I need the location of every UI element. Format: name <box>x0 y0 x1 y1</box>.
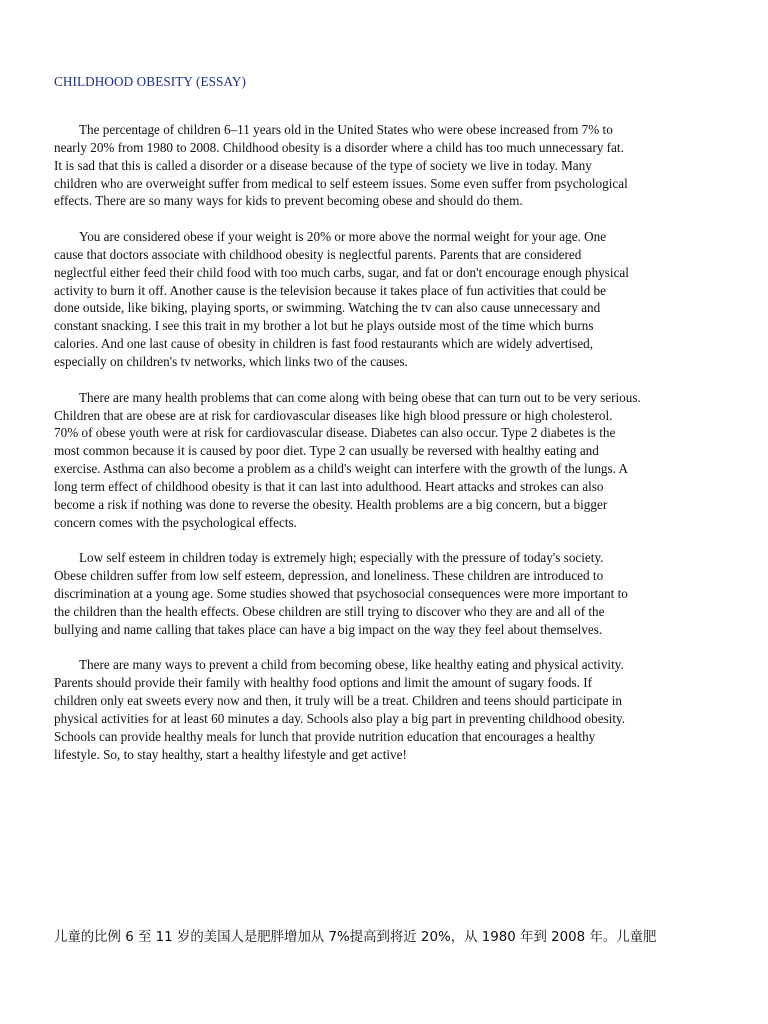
paragraph-3: There are many health problems that can come along with being obese that can turn out to be very serious. Children that are obese are at risk for cardiovascular diseases like high blood pressure or high cholesterol. 70% of obese youth were at risk for cardiovascular disease. Diabetes can also occur. Type 2 diabetes is the most common because it is caused by poor diet. Type 2 can usually be reversed with healthy eating and exercise. Asthma can also become a problem as a child's weight can interfere with the growth of the lungs. A long term effect of childhood obesity is that it can last into adulthood. Heart attacks and strokes can also become a risk if nothing was done to reverse the obesity. Health problems are a big concern, but a bigger concern comes with the psychological effects. <box>54 389 641 530</box>
chinese-translation-line: 儿童的比例 6 至 11 岁的美国人是肥胖增加从 7%提高到将近 20%，从 1980 年到 2008 年。儿童肥 <box>54 930 657 945</box>
paragraph-4: Low self esteem in children today is extremely high; especially with the pressure of today's society. Obese children suffer from low self esteem, depression, and loneliness. These children are introduced to discrimination at a young age. Some studies showed that psychosocial consequences were more important to the children than the health effects. Obese children are still trying to discover who they are and all of the bullying and name calling that takes place can have a big impact on the way they feel about themselves. <box>54 550 628 637</box>
essay-title: CHILDHOOD OBESITY (ESSAY) <box>54 74 247 89</box>
essay-body <box>54 121 714 781</box>
paragraph-2: You are considered obese if your weight is 20% or more above the normal weight for your age. One cause that doctors associate with childhood obesity is neglectful parents. Parents that are considered neglectful either feed their child food with too much carbs, sugar, and fat or don't encourage enough physical activity to burn it off. Another cause is the television because it takes place of fun activities that could be done outside, like biking, playing sports, or swimming. Watching the tv can also cause unnecessary and constant snacking. I see this trait in my brother a lot but he plays outside most of the time which burns calories. And one last cause of obesity in children is fast food restaurants which are widely advertised, especially on children's tv networks, which links two of the causes. <box>54 229 629 369</box>
paragraph-1: The percentage of children 6–11 years old in the United States who were obese increased from 7% to nearly 20% from 1980 to 2008. Childhood obesity is a disorder where a child has too much unnecessary fat. It is sad that this is called a disorder or a disease because of the type of society we live in today. Many children who are overweight suffer from medical to self esteem issues. Some even suffer from psychological effects. There are so many ways for kids to prevent becoming obese and should do them. <box>54 122 628 209</box>
paragraph-5: There are many ways to prevent a child from becoming obese, like healthy eating and physical activity. Parents should provide their family with healthy food options and limit the amount of sugary foods. If children only eat sweets every now and then, it truly will be a treat. Children and teens should participate in physical activities for at least 60 minutes a day. Schools also play a big part in preventing childhood obesity. Schools can provide healthy meals for lunch that provide nutrition education that encourages a healthy lifestyle. So, to stay healthy, start a healthy lifestyle and get active! <box>54 657 626 762</box>
